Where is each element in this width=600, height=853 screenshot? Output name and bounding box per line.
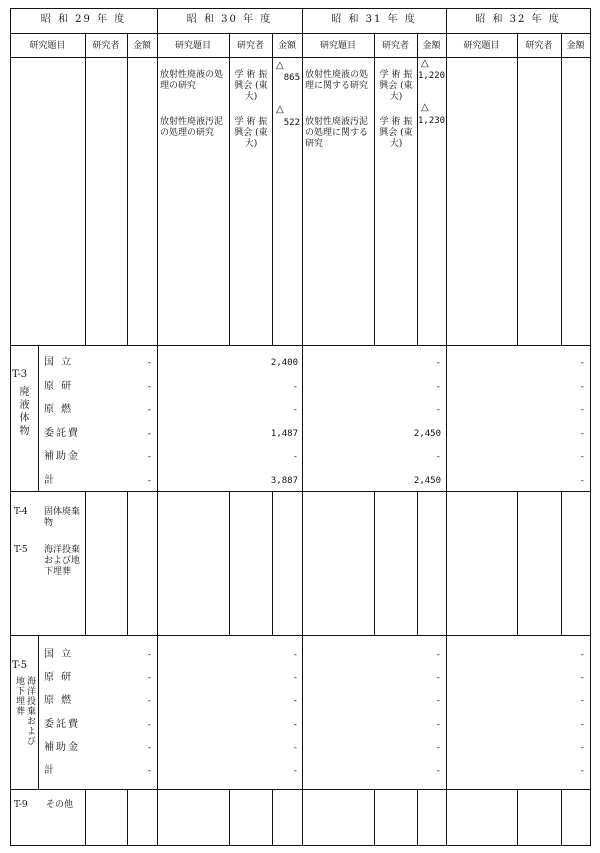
col-amount-s32: 金額 [566, 41, 585, 51]
year-header-s30: 昭 和 30 年 度 [186, 14, 273, 25]
s30-amount-2: 522 [283, 118, 300, 128]
year-header-s29: 昭 和 29 年 度 [40, 14, 127, 25]
s31-topic-2: 放射性廃液汚泥の処理に関する研究 [305, 117, 369, 149]
t3-s29-value: - [146, 358, 152, 368]
s31-researcher-1: 学 術 振興会 (東大) [379, 70, 413, 102]
year-header-s32: 昭 和 32 年 度 [475, 14, 561, 25]
t3-title: 廃液体物 [17, 386, 28, 438]
s31-topic-1: 放射性廃液の処理に関する研究 [305, 70, 369, 91]
t3-row-label: 計 [44, 474, 56, 486]
s31-triangle-2: △ [421, 102, 429, 113]
t3-s32-value: - [579, 428, 585, 439]
t5-s29-value: - [146, 673, 152, 684]
t3-s31-value: 2,450 [413, 428, 441, 439]
t3-row-label: 委託費 [44, 427, 80, 439]
t3-s32-value: - [579, 452, 585, 462]
t3-row-label: 原 研 [44, 380, 74, 392]
t5-s30-value: - [292, 696, 298, 707]
s31-amount-1: 1,220 [418, 71, 446, 81]
s30-topic-1: 放射性廃液の処理の研究 [160, 70, 224, 91]
col-researcher-s32: 研究者 [525, 41, 553, 51]
s31-triangle-1: △ [421, 58, 429, 69]
t5-s29-value: - [146, 766, 152, 776]
t5-s31-value: - [435, 696, 441, 707]
t3-s31-value: - [435, 381, 441, 392]
s30-amount-1: 865 [283, 73, 300, 83]
t9-title: その他 [46, 800, 74, 810]
t5-code-top: T-5 [14, 545, 28, 555]
t5-s29-value: - [146, 650, 152, 660]
s31-researcher-2: 学 術 振興会 (東大) [379, 117, 413, 149]
t3-s29-value: - [146, 452, 152, 462]
t3-s31-value: - [435, 358, 441, 368]
t3-s31-value: 2,450 [413, 475, 441, 486]
s31-amount-2: 1,230 [418, 116, 446, 126]
col-amount-s31: 金額 [422, 41, 441, 51]
t9-code: T-9 [14, 800, 28, 810]
t5-vert-title-b: 地下埋葬 [14, 676, 24, 716]
s30-triangle-1: △ [276, 60, 284, 71]
t5-row-label: 委託費 [44, 718, 80, 730]
t3-row-label: 補助金 [44, 451, 80, 462]
col-amount-s30: 金額 [277, 41, 296, 51]
year-header-s31: 昭 和 31 年 度 [331, 14, 417, 25]
t5-row-label: 計 [44, 765, 56, 776]
s30-researcher-2: 学 術 振興会 (東大) [234, 117, 268, 149]
t5-s30-value: - [292, 673, 298, 684]
t5-s29-value: - [146, 696, 152, 707]
s30-topic-2: 放射性廃液汚泥の処理の研究 [160, 117, 224, 138]
t3-s30-value: 3,887 [270, 475, 298, 486]
col-topic-s29: 研究題目 [29, 41, 66, 51]
t5-row-label: 補助金 [44, 741, 80, 753]
t5-row-label: 原 研 [44, 672, 74, 684]
t4-code: T-4 [14, 507, 28, 517]
col-topic-s32: 研究題目 [463, 41, 500, 51]
t5-s32-value: - [579, 766, 585, 776]
t5-s31-value: - [435, 766, 441, 776]
t3-s29-value: - [146, 381, 152, 392]
col-researcher-s29: 研究者 [92, 41, 120, 51]
t5-s32-value: - [579, 719, 585, 730]
t3-s32-value: - [579, 475, 585, 486]
t3-s29-value: - [146, 428, 152, 439]
t5-row-label: 国 立 [44, 649, 74, 660]
t5-s31-value: - [435, 650, 441, 660]
t5-s32-value: - [579, 650, 585, 660]
t3-s30-value: - [292, 381, 298, 392]
t5-s32-value: - [579, 696, 585, 707]
t3-s32-value: - [579, 358, 585, 368]
t5-s31-value: - [435, 719, 441, 730]
t5-s29-value: - [146, 742, 152, 753]
s30-triangle-2: △ [276, 104, 284, 115]
col-amount-s29: 金額 [132, 41, 151, 51]
col-researcher-s30: 研究者 [236, 41, 264, 51]
t3-s29-value: - [146, 475, 152, 486]
t3-s29-value: - [146, 405, 152, 415]
t3-s30-value: - [292, 405, 298, 415]
t3-s31-value: - [435, 452, 441, 462]
t3-s32-value: - [579, 405, 585, 415]
t3-row-label: 原 燃 [44, 404, 74, 415]
t5-s32-value: - [579, 673, 585, 684]
s30-researcher-1: 学 術 振興会 (東大) [234, 70, 268, 102]
t3-code: T-3 [12, 369, 28, 380]
t5-s32-value: - [579, 742, 585, 753]
t5-s31-value: - [435, 673, 441, 684]
t5-title-top: 海洋投棄および地下埋葬 [44, 545, 81, 577]
t3-s32-value: - [579, 381, 585, 392]
t3-s30-value: 1,487 [270, 428, 298, 439]
col-topic-s31: 研究題目 [319, 41, 356, 51]
t4-title: 固体廃棄物 [44, 507, 81, 528]
col-researcher-s31: 研究者 [381, 41, 409, 51]
t3-s30-value: 2,400 [270, 358, 298, 368]
t3-s30-value: - [292, 452, 298, 462]
t5-s30-value: - [292, 742, 298, 753]
col-topic-s30: 研究題目 [174, 41, 211, 51]
t5-s30-value: - [292, 719, 298, 730]
t3-row-label: 国 立 [44, 357, 74, 368]
t5-s31-value: - [435, 742, 441, 753]
t5-code: T-5 [12, 660, 28, 671]
t5-s30-value: - [292, 650, 298, 660]
t3-s31-value: - [435, 405, 441, 415]
t5-row-label: 原 燃 [44, 695, 74, 707]
t5-vert-title-a: 海洋投棄および [25, 676, 35, 746]
t5-s30-value: - [292, 766, 298, 776]
t5-s29-value: - [146, 719, 152, 730]
